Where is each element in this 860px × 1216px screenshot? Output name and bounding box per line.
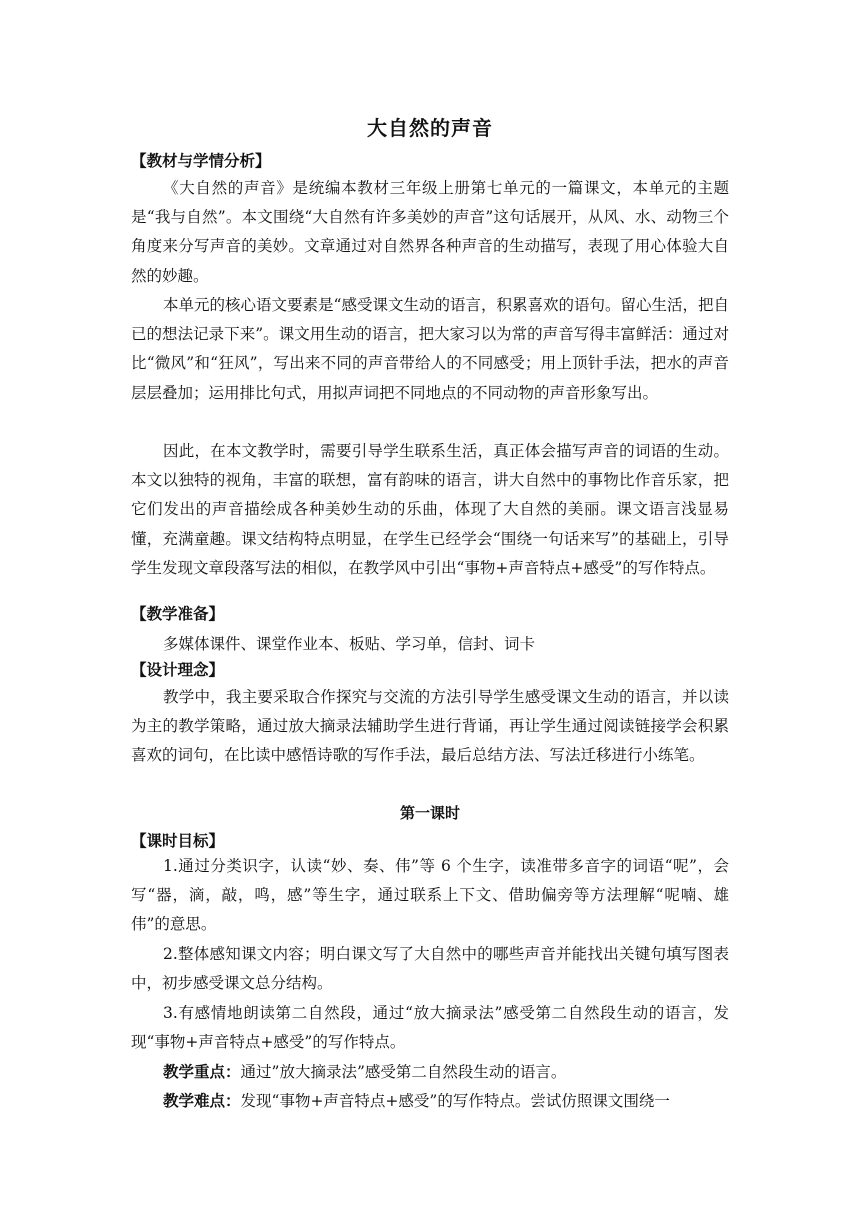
- paragraph-analysis-2: 本单元的核心语文要素是“感受课文生动的语言，积累喜欢的语句。留心生活，把自已的想法记录下来”。课文用生动的语言，把大家习以为常的声音写得丰富鲜活：通过对比“微风”和“狂风”，写出来不同的声音带给人的不同感受；用上顶针手法，把水的声音层层叠加；运用排比句式，用拟声词把不同地点的不同动物的声音形象写出。: [131, 296, 729, 402]
- heading-design-concept: 【设计理念】: [131, 661, 225, 679]
- heading-lesson-goals: 【课时目标】: [131, 832, 225, 850]
- heading-analysis: 【教材与学情分析】: [131, 152, 271, 170]
- teaching-difficulty-text: 发现“事物+声音特点+感受”的写作特点。尝试仿照课文围绕一: [240, 1092, 670, 1110]
- paragraph-analysis-1: 《大自然的声音》是统编本教材三年级上册第七单元的一篇课文，本单元的主题是“我与自然”。本文围绕“大自然有许多美妙的声音”这句话展开，从风、水、动物三个角度来分写声音的美妙。文章通过对自然界各种声音的生动描写，表现了用心体验大自然的妙趣。: [131, 179, 729, 285]
- teaching-key-label: 教学重点：: [163, 1063, 241, 1081]
- paragraph-analysis-3: 因此，在本文教学时，需要引导学生联系生活，真正体会描写声音的词语的生动。本文以独特的视角，丰富的联想，富有韵味的语言，讲大自然中的事物比作音乐家，把它们发出的声音描绘成各种美妙生动的乐曲，体现了大自然的美丽。课文语言浅显易懂，充满童趣。课文结构特点明显，在学生已经学会“围绕一句话来写”的基础上，引导学生发现文章段落写法的相似，在教学风中引出“事物+声音特点+感受”的写作特点。: [131, 442, 729, 577]
- goal-1: 1.通过分类识字，认读“妙、奏、伟”等 6 个生字，读准带多音字的词语“呢”，会写“器，滴，敲，鸣，感”等生字，通过联系上下文、借助偏旁等方法理解“呢喃、雄伟”的意思。: [131, 857, 729, 934]
- teaching-difficulty-label: 教学难点：: [163, 1092, 241, 1110]
- teaching-key-text: 通过”放大摘录法”感受第二自然段生动的语言。: [240, 1063, 567, 1081]
- paragraph-design-concept: 教学中，我主要采取合作探究与交流的方法引导学生感受课文生动的语言，并以读为主的教学策略，通过放大摘录法辅助学生进行背诵，再让学生通过阅读链接学会积累喜欢的词句，在比读中感悟诗歌的写作手法，最后总结方法、写法迁移进行小练笔。: [131, 688, 729, 765]
- goal-3: 3.有感情地朗读第二自然段，通过“放大摘录法”感受第二自然段生动的语言，发现“事物+声音特点+感受”的写作特点。: [131, 1004, 729, 1052]
- heading-preparation: 【教学准备】: [131, 605, 225, 623]
- paragraph-preparation: 多媒体课件、课堂作业本、板贴、学习单，信封、词卡: [163, 635, 536, 653]
- document-title: 大自然的声音: [367, 116, 493, 140]
- lesson-title: 第一课时: [399, 804, 460, 822]
- teaching-key-point: [131, 1058, 729, 1087]
- teaching-difficulty: [131, 1087, 729, 1116]
- goal-2: 2.整体感知课文内容；明白课文写了大自然中的哪些声音并能找出关键句填写图表中，初步感受课文总分结构。: [131, 945, 729, 993]
